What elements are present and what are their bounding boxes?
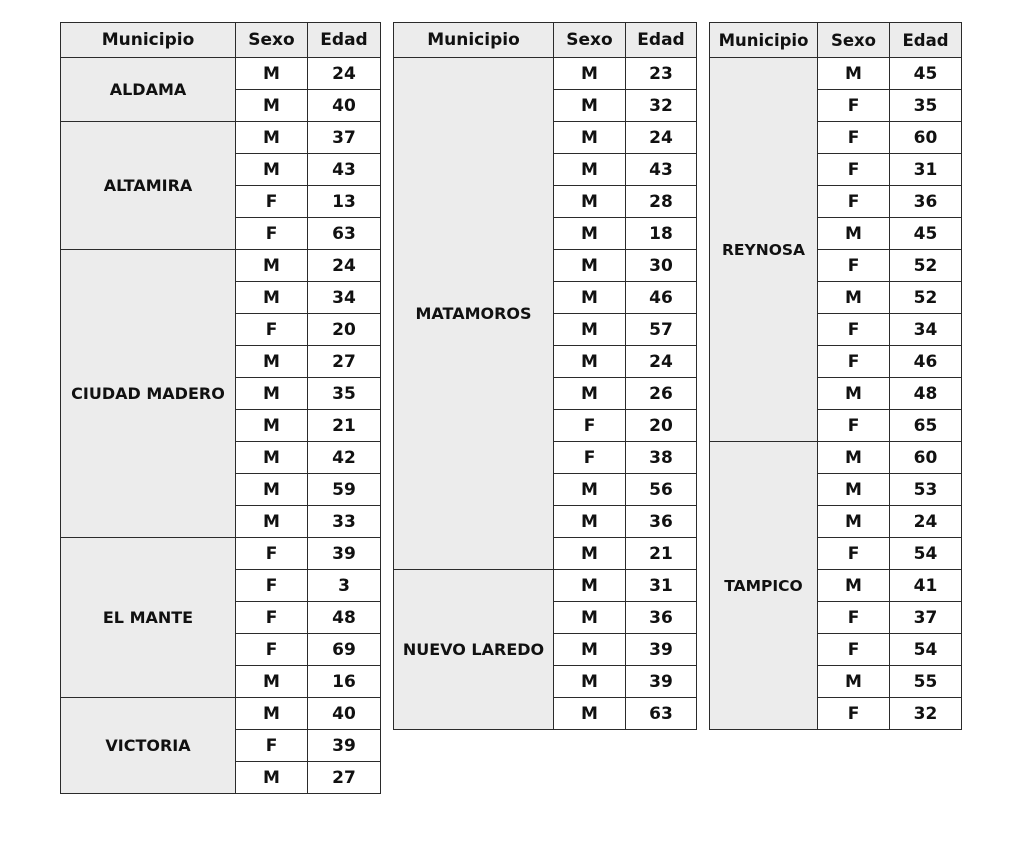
sexo-cell: M bbox=[818, 58, 890, 90]
sexo-cell: M bbox=[554, 154, 626, 186]
table-right bbox=[709, 22, 962, 730]
sexo-cell: F bbox=[236, 634, 308, 666]
header-municipio: Municipio bbox=[710, 23, 818, 58]
sexo-cell: M bbox=[554, 602, 626, 634]
sexo-cell: M bbox=[554, 666, 626, 698]
edad-cell: 39 bbox=[308, 730, 381, 762]
edad-cell: 24 bbox=[626, 122, 697, 154]
sexo-cell: M bbox=[818, 570, 890, 602]
municipio-cell: REYNOSA bbox=[710, 58, 818, 442]
edad-cell: 27 bbox=[308, 762, 381, 794]
sexo-cell: F bbox=[236, 218, 308, 250]
edad-cell: 26 bbox=[626, 378, 697, 410]
edad-cell: 33 bbox=[308, 506, 381, 538]
table-row bbox=[394, 58, 697, 90]
header-edad: Edad bbox=[890, 23, 962, 58]
sexo-cell: M bbox=[236, 506, 308, 538]
edad-cell: 52 bbox=[890, 282, 962, 314]
sexo-cell: M bbox=[818, 506, 890, 538]
edad-cell: 42 bbox=[308, 442, 381, 474]
edad-cell: 59 bbox=[308, 474, 381, 506]
edad-cell: 55 bbox=[890, 666, 962, 698]
sexo-cell: F bbox=[236, 186, 308, 218]
edad-cell: 31 bbox=[626, 570, 697, 602]
edad-cell: 39 bbox=[626, 634, 697, 666]
sexo-cell: M bbox=[236, 698, 308, 730]
sexo-cell: M bbox=[236, 154, 308, 186]
sexo-cell: F bbox=[236, 570, 308, 602]
sexo-cell: M bbox=[554, 506, 626, 538]
sexo-cell: M bbox=[554, 58, 626, 90]
edad-cell: 24 bbox=[890, 506, 962, 538]
sexo-cell: F bbox=[236, 730, 308, 762]
table-row bbox=[61, 122, 381, 154]
header-sexo: Sexo bbox=[818, 23, 890, 58]
edad-cell: 43 bbox=[308, 154, 381, 186]
sexo-cell: M bbox=[554, 282, 626, 314]
edad-cell: 34 bbox=[890, 314, 962, 346]
edad-cell: 40 bbox=[308, 698, 381, 730]
edad-cell: 30 bbox=[626, 250, 697, 282]
sexo-cell: M bbox=[818, 666, 890, 698]
sexo-cell: F bbox=[818, 314, 890, 346]
sexo-cell: M bbox=[554, 250, 626, 282]
sexo-cell: M bbox=[554, 698, 626, 730]
table-row bbox=[61, 58, 381, 90]
edad-cell: 65 bbox=[890, 410, 962, 442]
header-municipio: Municipio bbox=[394, 23, 554, 58]
municipio-cell: VICTORIA bbox=[61, 698, 236, 794]
edad-cell: 52 bbox=[890, 250, 962, 282]
edad-cell: 36 bbox=[890, 186, 962, 218]
edad-cell: 57 bbox=[626, 314, 697, 346]
edad-cell: 31 bbox=[890, 154, 962, 186]
edad-cell: 45 bbox=[890, 218, 962, 250]
sexo-cell: F bbox=[554, 410, 626, 442]
municipio-cell: EL MANTE bbox=[61, 538, 236, 698]
sexo-cell: M bbox=[818, 378, 890, 410]
edad-cell: 27 bbox=[308, 346, 381, 378]
table-row bbox=[394, 570, 697, 602]
edad-cell: 54 bbox=[890, 538, 962, 570]
table-row bbox=[61, 250, 381, 282]
sexo-cell: F bbox=[818, 154, 890, 186]
sexo-cell: M bbox=[236, 346, 308, 378]
sexo-cell: M bbox=[236, 442, 308, 474]
edad-cell: 40 bbox=[308, 90, 381, 122]
edad-cell: 63 bbox=[308, 218, 381, 250]
edad-cell: 3 bbox=[308, 570, 381, 602]
header-sexo: Sexo bbox=[236, 23, 308, 58]
edad-cell: 63 bbox=[626, 698, 697, 730]
sexo-cell: M bbox=[554, 538, 626, 570]
table-row bbox=[710, 58, 962, 90]
sexo-cell: M bbox=[236, 250, 308, 282]
edad-cell: 38 bbox=[626, 442, 697, 474]
edad-cell: 20 bbox=[308, 314, 381, 346]
sexo-cell: M bbox=[236, 666, 308, 698]
sexo-cell: F bbox=[236, 314, 308, 346]
header-row bbox=[710, 23, 962, 58]
sexo-cell: M bbox=[818, 442, 890, 474]
sexo-cell: M bbox=[554, 90, 626, 122]
sexo-cell: M bbox=[554, 218, 626, 250]
edad-cell: 32 bbox=[626, 90, 697, 122]
edad-cell: 41 bbox=[890, 570, 962, 602]
sexo-cell: M bbox=[818, 474, 890, 506]
edad-cell: 16 bbox=[308, 666, 381, 698]
sexo-cell: M bbox=[554, 314, 626, 346]
sexo-cell: F bbox=[818, 186, 890, 218]
header-municipio: Municipio bbox=[61, 23, 236, 58]
sexo-cell: M bbox=[236, 378, 308, 410]
edad-cell: 21 bbox=[308, 410, 381, 442]
sexo-cell: M bbox=[554, 346, 626, 378]
edad-cell: 37 bbox=[308, 122, 381, 154]
municipio-cell: ALTAMIRA bbox=[61, 122, 236, 250]
table-row bbox=[61, 538, 381, 570]
table-left bbox=[60, 22, 381, 794]
municipio-cell: NUEVO LAREDO bbox=[394, 570, 554, 730]
sexo-cell: M bbox=[236, 410, 308, 442]
edad-cell: 35 bbox=[890, 90, 962, 122]
sexo-cell: M bbox=[236, 90, 308, 122]
edad-cell: 48 bbox=[308, 602, 381, 634]
edad-cell: 35 bbox=[308, 378, 381, 410]
header-edad: Edad bbox=[626, 23, 697, 58]
edad-cell: 36 bbox=[626, 506, 697, 538]
sexo-cell: M bbox=[236, 282, 308, 314]
table-row bbox=[61, 698, 381, 730]
edad-cell: 43 bbox=[626, 154, 697, 186]
edad-cell: 24 bbox=[308, 250, 381, 282]
sexo-cell: M bbox=[554, 378, 626, 410]
sexo-cell: M bbox=[818, 218, 890, 250]
sexo-cell: M bbox=[236, 474, 308, 506]
sexo-cell: M bbox=[818, 282, 890, 314]
edad-cell: 60 bbox=[890, 122, 962, 154]
edad-cell: 45 bbox=[890, 58, 962, 90]
header-row bbox=[61, 23, 381, 58]
edad-cell: 46 bbox=[626, 282, 697, 314]
sexo-cell: F bbox=[818, 250, 890, 282]
edad-cell: 60 bbox=[890, 442, 962, 474]
sexo-cell: M bbox=[554, 122, 626, 154]
sexo-cell: F bbox=[818, 634, 890, 666]
edad-cell: 32 bbox=[890, 698, 962, 730]
edad-cell: 36 bbox=[626, 602, 697, 634]
edad-cell: 48 bbox=[890, 378, 962, 410]
edad-cell: 54 bbox=[890, 634, 962, 666]
edad-cell: 13 bbox=[308, 186, 381, 218]
sexo-cell: M bbox=[236, 122, 308, 154]
edad-cell: 24 bbox=[626, 346, 697, 378]
edad-cell: 34 bbox=[308, 282, 381, 314]
edad-cell: 46 bbox=[890, 346, 962, 378]
sexo-cell: F bbox=[236, 602, 308, 634]
municipio-cell: TAMPICO bbox=[710, 442, 818, 730]
sexo-cell: F bbox=[818, 698, 890, 730]
sexo-cell: F bbox=[818, 410, 890, 442]
edad-cell: 28 bbox=[626, 186, 697, 218]
sexo-cell: M bbox=[554, 474, 626, 506]
sexo-cell: F bbox=[818, 90, 890, 122]
edad-cell: 39 bbox=[626, 666, 697, 698]
header-sexo: Sexo bbox=[554, 23, 626, 58]
sexo-cell: M bbox=[554, 570, 626, 602]
edad-cell: 56 bbox=[626, 474, 697, 506]
sexo-cell: F bbox=[554, 442, 626, 474]
sexo-cell: M bbox=[554, 634, 626, 666]
edad-cell: 24 bbox=[308, 58, 381, 90]
edad-cell: 69 bbox=[308, 634, 381, 666]
edad-cell: 53 bbox=[890, 474, 962, 506]
edad-cell: 21 bbox=[626, 538, 697, 570]
sexo-cell: F bbox=[818, 538, 890, 570]
sexo-cell: M bbox=[236, 58, 308, 90]
municipio-cell: CIUDAD MADERO bbox=[61, 250, 236, 538]
sexo-cell: F bbox=[236, 538, 308, 570]
table-row bbox=[710, 442, 962, 474]
sexo-cell: F bbox=[818, 346, 890, 378]
edad-cell: 23 bbox=[626, 58, 697, 90]
municipio-cell: ALDAMA bbox=[61, 58, 236, 122]
edad-cell: 20 bbox=[626, 410, 697, 442]
sexo-cell: F bbox=[818, 122, 890, 154]
edad-cell: 39 bbox=[308, 538, 381, 570]
sexo-cell: M bbox=[236, 762, 308, 794]
header-row bbox=[394, 23, 697, 58]
edad-cell: 18 bbox=[626, 218, 697, 250]
edad-cell: 37 bbox=[890, 602, 962, 634]
sexo-cell: F bbox=[818, 602, 890, 634]
table-middle bbox=[393, 22, 697, 730]
sexo-cell: M bbox=[554, 186, 626, 218]
municipio-cell: MATAMOROS bbox=[394, 58, 554, 570]
header-edad: Edad bbox=[308, 23, 381, 58]
